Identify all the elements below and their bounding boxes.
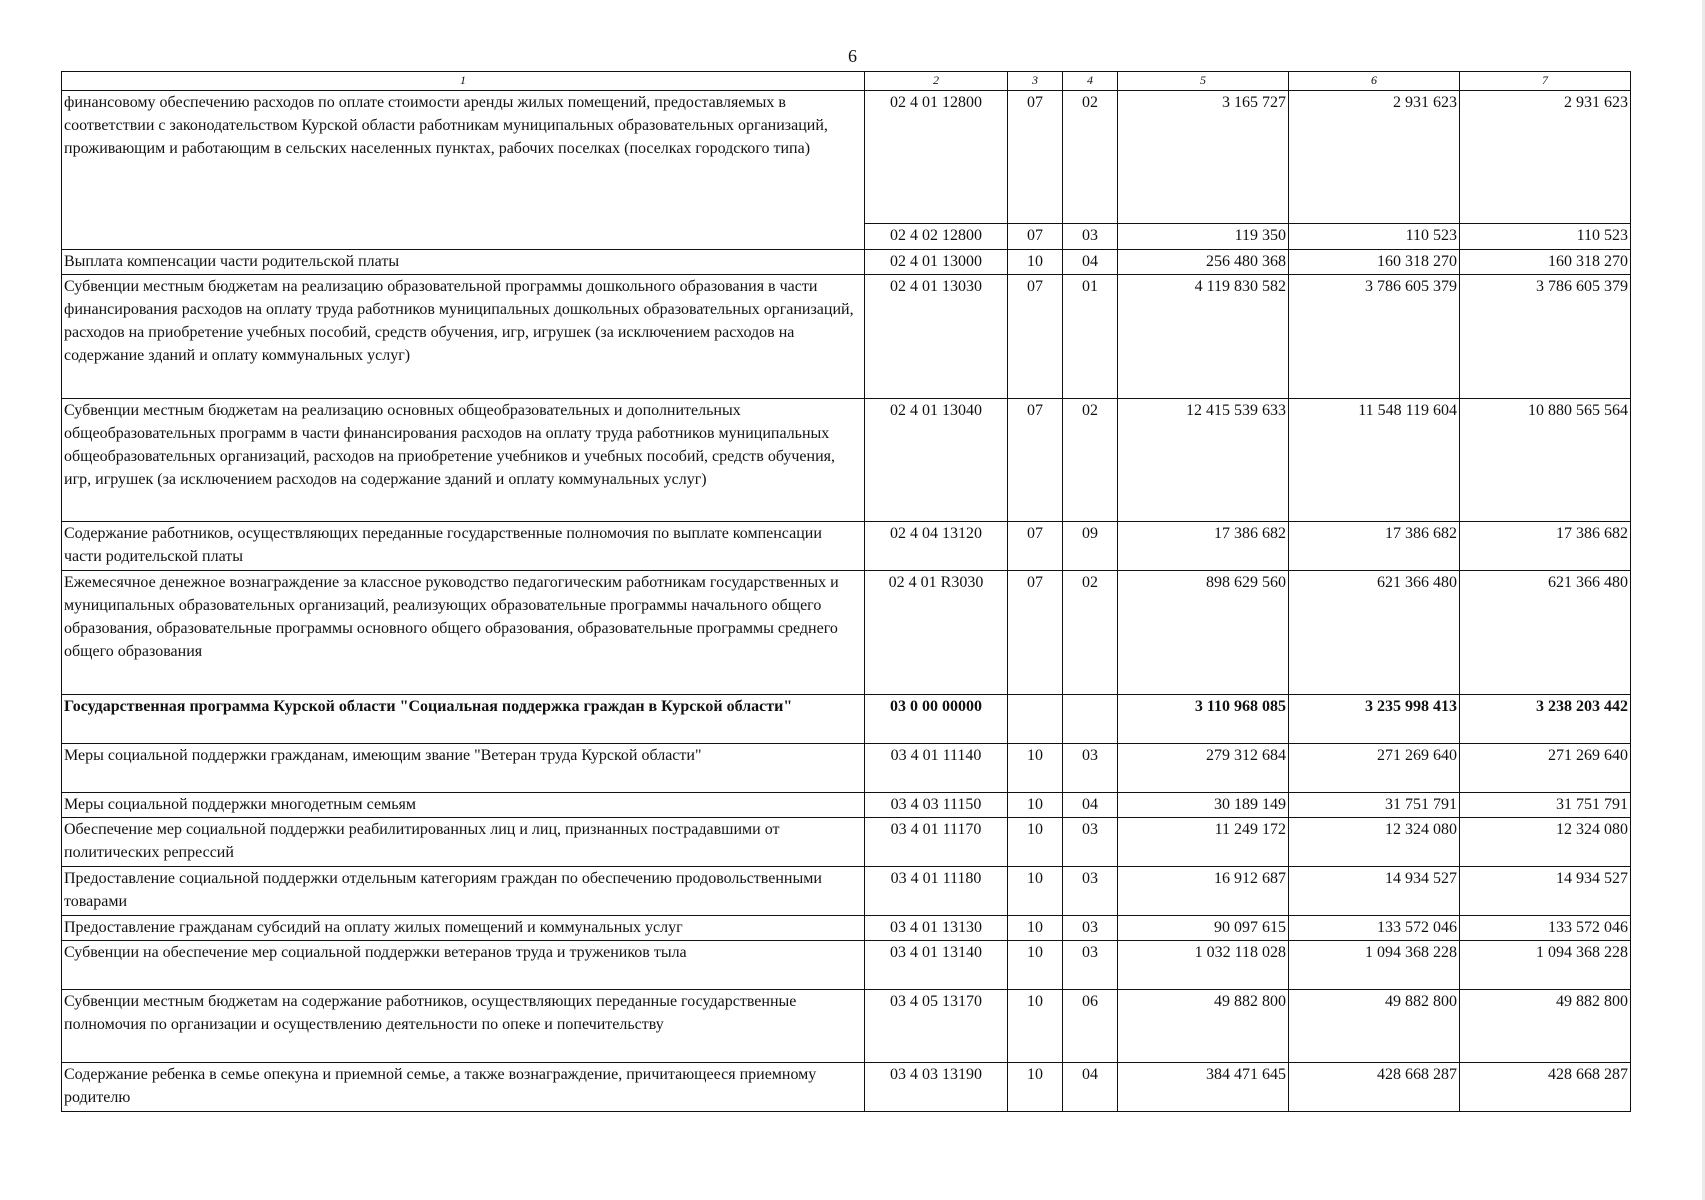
row-section: 10 xyxy=(1008,867,1063,916)
row-section: 10 xyxy=(1008,916,1063,941)
row-subsection: 03 xyxy=(1063,224,1118,250)
row-value-year3: 160 318 270 xyxy=(1460,250,1631,275)
row-target-code: 02 4 01 13040 xyxy=(865,399,1008,522)
row-section: 07 xyxy=(1008,571,1063,695)
budget-table xyxy=(61,71,1631,1112)
table-row xyxy=(62,793,1631,818)
row-section: 10 xyxy=(1008,793,1063,818)
row-section: 10 xyxy=(1008,1063,1063,1112)
table-row xyxy=(62,941,1631,990)
row-value-year1: 119 350 xyxy=(1118,224,1289,250)
row-subsection: 03 xyxy=(1063,818,1118,867)
row-subsection: 04 xyxy=(1063,793,1118,818)
row-target-code: 02 4 01 R3030 xyxy=(865,571,1008,695)
table-row xyxy=(62,522,1631,571)
row-value-year2: 14 934 527 xyxy=(1289,867,1460,916)
row-subsection: 06 xyxy=(1063,990,1118,1063)
row-value-year3: 133 572 046 xyxy=(1460,916,1631,941)
row-target-code: 03 4 03 11150 xyxy=(865,793,1008,818)
row-value-year1: 1 032 118 028 xyxy=(1118,941,1289,990)
row-value-year1: 3 165 727 xyxy=(1118,91,1289,224)
row-target-code: 03 4 01 13130 xyxy=(865,916,1008,941)
row-value-year2: 3 235 998 413 xyxy=(1289,695,1460,744)
row-subsection: 01 xyxy=(1063,275,1118,399)
row-description: Субвенции на обеспечение мер социальной поддержки ветеранов труда и тружеников тыла xyxy=(62,941,865,990)
row-section xyxy=(1008,695,1063,744)
table-row xyxy=(62,867,1631,916)
row-value-year2: 160 318 270 xyxy=(1289,250,1460,275)
row-section: 07 xyxy=(1008,275,1063,399)
column-header: 4 xyxy=(1063,72,1118,91)
row-value-year2: 1 094 368 228 xyxy=(1289,941,1460,990)
row-value-year2: 428 668 287 xyxy=(1289,1063,1460,1112)
row-target-code: 02 4 01 12800 xyxy=(865,91,1008,224)
row-description: Меры социальной поддержки многодетным семьям xyxy=(62,793,865,818)
row-description: финансовому обеспечению расходов по оплате стоимости аренды жилых помещений, предоставляемых в соответствии с законодательством Курской области работникам муниципальных образовательных организаций, проживающим и работающим в сельских населенных пунктах, рабочих поселках (поселках городского типа) xyxy=(62,91,865,250)
row-description: Содержание ребенка в семье опекуна и приемной семье, а также вознаграждение, причитающееся приемному родителю xyxy=(62,1063,865,1112)
row-value-year2: 2 931 623 xyxy=(1289,91,1460,224)
table-row xyxy=(62,275,1631,399)
row-subsection xyxy=(1063,695,1118,744)
row-value-year3: 49 882 800 xyxy=(1460,990,1631,1063)
row-value-year1: 384 471 645 xyxy=(1118,1063,1289,1112)
column-header: 2 xyxy=(865,72,1008,91)
row-description: Субвенции местным бюджетам на реализацию образовательной программы дошкольного образования в части финансирования расходов на оплату труда работников муниципальных дошкольных образовательных организаций, расходов на приобретение учебных пособий, средств обучения, игр, игрушек (за исключением расходов на содержание зданий и оплату коммунальных услуг) xyxy=(62,275,865,399)
row-subsection: 04 xyxy=(1063,1063,1118,1112)
row-target-code: 02 4 01 13030 xyxy=(865,275,1008,399)
row-description: Содержание работников, осуществляющих переданные государственные полномочия по выплате компенсации части родительской платы xyxy=(62,522,865,571)
row-value-year1: 49 882 800 xyxy=(1118,990,1289,1063)
row-value-year2: 133 572 046 xyxy=(1289,916,1460,941)
row-description: Субвенции местным бюджетам на содержание работников, осуществляющих переданные государственные полномочия по организации и осуществлению деятельности по опеке и попечительству xyxy=(62,990,865,1063)
row-value-year1: 30 189 149 xyxy=(1118,793,1289,818)
row-value-year2: 31 751 791 xyxy=(1289,793,1460,818)
row-target-code: 03 4 01 13140 xyxy=(865,941,1008,990)
row-value-year1: 256 480 368 xyxy=(1118,250,1289,275)
row-target-code: 02 4 04 13120 xyxy=(865,522,1008,571)
row-section: 10 xyxy=(1008,941,1063,990)
row-description: Обеспечение мер социальной поддержки реабилитированных лиц и лиц, признанных пострадавшими от политических репрессий xyxy=(62,818,865,867)
row-subsection: 03 xyxy=(1063,867,1118,916)
row-description: Предоставление гражданам субсидий на оплату жилых помещений и коммунальных услуг xyxy=(62,916,865,941)
row-value-year3: 31 751 791 xyxy=(1460,793,1631,818)
row-target-code: 03 4 01 11170 xyxy=(865,818,1008,867)
table-row xyxy=(62,250,1631,275)
row-value-year3: 3 786 605 379 xyxy=(1460,275,1631,399)
table-row xyxy=(62,916,1631,941)
row-value-year3: 621 366 480 xyxy=(1460,571,1631,695)
row-target-code: 02 4 01 13000 xyxy=(865,250,1008,275)
row-value-year2: 3 786 605 379 xyxy=(1289,275,1460,399)
column-header: 5 xyxy=(1118,72,1289,91)
table-row xyxy=(62,1063,1631,1112)
row-value-year3: 10 880 565 564 xyxy=(1460,399,1631,522)
row-value-year2: 110 523 xyxy=(1289,224,1460,250)
row-description: Меры социальной поддержки гражданам, имеющим звание "Ветеран труда Курской области" xyxy=(62,744,865,793)
row-value-year2: 49 882 800 xyxy=(1289,990,1460,1063)
row-value-year1: 279 312 684 xyxy=(1118,744,1289,793)
row-value-year2: 17 386 682 xyxy=(1289,522,1460,571)
row-subsection: 04 xyxy=(1063,250,1118,275)
column-header: 6 xyxy=(1289,72,1460,91)
table-row xyxy=(62,91,1631,224)
row-section: 10 xyxy=(1008,818,1063,867)
row-section: 10 xyxy=(1008,990,1063,1063)
row-value-year3: 428 668 287 xyxy=(1460,1063,1631,1112)
row-subsection: 02 xyxy=(1063,399,1118,522)
row-section: 07 xyxy=(1008,91,1063,224)
row-value-year1: 12 415 539 633 xyxy=(1118,399,1289,522)
row-value-year1: 90 097 615 xyxy=(1118,916,1289,941)
row-value-year2: 621 366 480 xyxy=(1289,571,1460,695)
row-section: 07 xyxy=(1008,399,1063,522)
row-value-year3: 1 094 368 228 xyxy=(1460,941,1631,990)
row-value-year1: 11 249 172 xyxy=(1118,818,1289,867)
row-subsection: 03 xyxy=(1063,744,1118,793)
table-row xyxy=(62,990,1631,1063)
row-description: Предоставление социальной поддержки отдельным категориям граждан по обеспечению продовольственными товарами xyxy=(62,867,865,916)
column-header: 1 xyxy=(62,72,865,91)
row-target-code: 02 4 02 12800 xyxy=(865,224,1008,250)
row-value-year1: 4 119 830 582 xyxy=(1118,275,1289,399)
row-value-year3: 271 269 640 xyxy=(1460,744,1631,793)
row-value-year3: 3 238 203 442 xyxy=(1460,695,1631,744)
row-subsection: 02 xyxy=(1063,571,1118,695)
row-value-year3: 2 931 623 xyxy=(1460,91,1631,224)
row-value-year1: 898 629 560 xyxy=(1118,571,1289,695)
row-value-year3: 12 324 080 xyxy=(1460,818,1631,867)
row-section: 07 xyxy=(1008,522,1063,571)
row-target-code: 03 4 05 13170 xyxy=(865,990,1008,1063)
column-header: 3 xyxy=(1008,72,1063,91)
column-header: 7 xyxy=(1460,72,1631,91)
row-value-year1: 16 912 687 xyxy=(1118,867,1289,916)
row-value-year3: 17 386 682 xyxy=(1460,522,1631,571)
row-section: 10 xyxy=(1008,250,1063,275)
row-value-year3: 14 934 527 xyxy=(1460,867,1631,916)
row-value-year2: 271 269 640 xyxy=(1289,744,1460,793)
column-number-header xyxy=(62,72,1631,91)
row-description: Субвенции местным бюджетам на реализацию основных общеобразовательных и дополнительных общеобразовательных программ в части финансирования расходов на оплату труда работников муниципальных общеобразовательных организаций, расходов на приобретение учебников и учебных пособий, средств обучения, игр, игрушек (за исключением расходов на содержание зданий и оплату коммунальных услуг) xyxy=(62,399,865,522)
row-subsection: 09 xyxy=(1063,522,1118,571)
row-value-year1: 3 110 968 085 xyxy=(1118,695,1289,744)
row-target-code: 03 4 03 13190 xyxy=(865,1063,1008,1112)
row-value-year1: 17 386 682 xyxy=(1118,522,1289,571)
row-subsection: 03 xyxy=(1063,941,1118,990)
table-row xyxy=(62,571,1631,695)
row-section: 07 xyxy=(1008,224,1063,250)
row-value-year2: 11 548 119 604 xyxy=(1289,399,1460,522)
row-target-code: 03 4 01 11180 xyxy=(865,867,1008,916)
row-target-code: 03 0 00 00000 xyxy=(865,695,1008,744)
row-description: Государственная программа Курской области "Социальная поддержка граждан в Курской области" xyxy=(62,695,865,744)
table-row-program xyxy=(62,695,1631,744)
row-section: 10 xyxy=(1008,744,1063,793)
table-row xyxy=(62,818,1631,867)
row-description: Выплата компенсации части родительской платы xyxy=(62,250,865,275)
row-value-year3: 110 523 xyxy=(1460,224,1631,250)
table-row xyxy=(62,744,1631,793)
row-description: Ежемесячное денежное вознаграждение за классное руководство педагогическим работникам государственных и муниципальных образовательных организаций, реализующих образовательные программы начального общего образования, образовательные программы основного общего образования, образовательные программы среднего общего образования xyxy=(62,571,865,695)
table-row xyxy=(62,399,1631,522)
row-subsection: 03 xyxy=(1063,916,1118,941)
row-subsection: 02 xyxy=(1063,91,1118,224)
row-value-year2: 12 324 080 xyxy=(1289,818,1460,867)
page-number: 6 xyxy=(848,46,857,66)
row-target-code: 03 4 01 11140 xyxy=(865,744,1008,793)
